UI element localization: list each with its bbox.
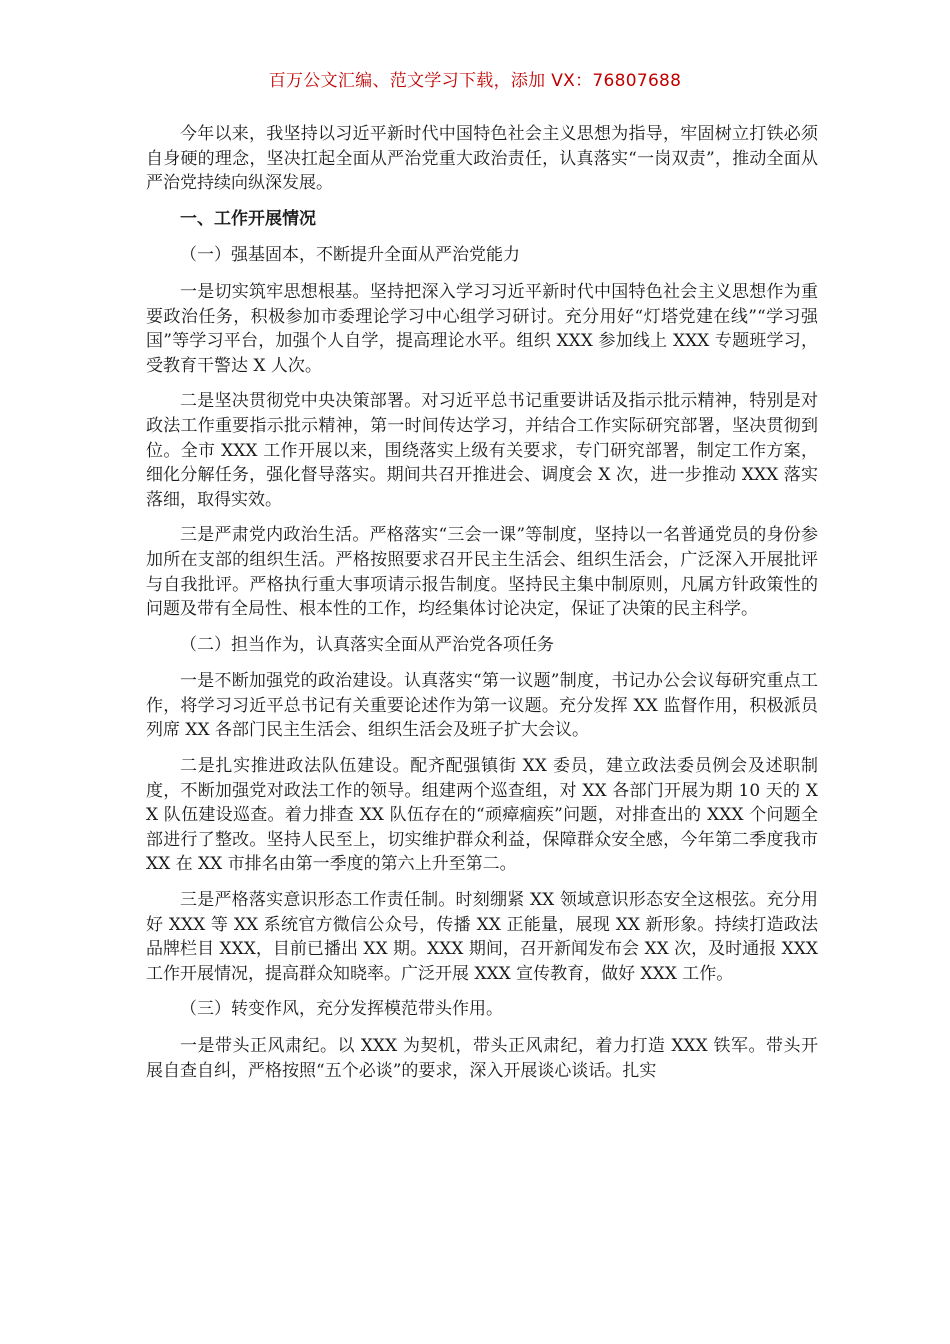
subheading-1: （一）强基固本，不断提升全面从严治党能力 xyxy=(180,245,520,266)
paragraph-2-3: 三是严格落实意识形态工作责任制。时刻绷紧 XX 领域意识形态安全这根弦。充分用好 XXX 等 XX 系统官方微信公众号，传播 XX 正能量，展现 XX 新形象。持续打造政法品牌栏目 XXX，目前已播出 XX 期。XXX 期间，召开新闻发布会 XX 次，及时通报 XXX 工作开展情况，提高群众知晓率。广泛开展 XXX 宣传教育，做好 XXX 工作。 xyxy=(146,890,818,984)
document-body xyxy=(146,122,818,1094)
paragraph-1-1: 一是切实筑牢思想根基。坚持把深入学习习近平新时代中国特色社会主义思想作为重要政治任务，积极参加市委理论学习中心组学习研讨。充分用好“灯塔党建在线”“学习强国”等学习平台，加强个人自学，提高理论水平。组织 XXX 参加线上 XXX 专题班学习，受教育干警达 X 人次。 xyxy=(146,281,818,376)
subheading-2: （二）担当作为，认真落实全面从严治党各项任务 xyxy=(180,634,554,655)
paragraph-3-1: 一是带头正风肃纪。以 XXX 为契机，带头正风肃纪，着力打造 XXX 铁军。带头开展自查自纠，严格按照“五个必谈”的要求，深入开展谈心谈话。扎实 xyxy=(146,1036,818,1081)
subheading-3: （三）转变作风，充分发挥模范带头作用。 xyxy=(180,999,503,1020)
section-heading-work-status: 一、工作开展情况 xyxy=(180,208,316,229)
paragraph-1-2: 二是坚决贯彻党中央决策部署。对习近平总书记重要讲话及指示批示精神，特别是对政法工作重要指示批示精神，第一时间传达学习，并结合工作实际研究部署，坚决贯彻到位。全市 XXX 工作开展以来，围绕落实上级有关要求，专门研究部署，制定工作方案，细化分解任务，强化督导落实。期间共召开推进会、调度会 X 次，进一步推动 XXX 落实落细，取得实效。 xyxy=(146,391,818,510)
header-banner: 百万公文汇编、范文学习下载，添加 VX：76807688 xyxy=(268,71,682,91)
paragraph-1-3: 三是严肃党内政治生活。严格落实“三会一课”等制度，坚持以一名普通党员的身份参加所在支部的组织生活。严格按照要求召开民主生活会、组织生活会，广泛深入开展批评与自我批评。严格执行重大事项请示报告制度。坚持民主集中制原则，凡属方针政策性的问题及带有全局性、根本性的工作，均经集体讨论决定，保证了决策的民主科学。 xyxy=(146,525,818,620)
paragraph-2-2: 二是扎实推进政法队伍建设。配齐配强镇街 XX 委员，建立政法委员例会及述职制度，不断加强党对政法工作的领导。组建两个巡查组，对 XX 各部门开展为期 10 天的 XX 队伍建设巡查。着力排查 XX 队伍存在的“顽瘴痼疾”问题，对排查出的 XXX 个问题全部进行了整改。坚持人民至上，切实维护群众利益，保障群众安全感，今年第二季度我市 XX 在 XX 市排名由第一季度的第六上升至第二。 xyxy=(146,756,818,875)
paragraph-2-1: 一是不断加强党的政治建设。认真落实“第一议题”制度，书记办公会议每研究重点工作，将学习习近平总书记有关重要论述作为第一议题。充分发挥 XX 监督作用，积极派员列席 XX 各部门民主生活会、组织生活会及班子扩大会议。 xyxy=(146,671,818,741)
intro-paragraph: 今年以来，我坚持以习近平新时代中国特色社会主义思想为指导，牢固树立打铁必须自身硬的理念，坚决扛起全面从严治党重大政治责任，认真落实“一岗双责”，推动全面从严治党持续向纵深发展。 xyxy=(146,124,818,194)
